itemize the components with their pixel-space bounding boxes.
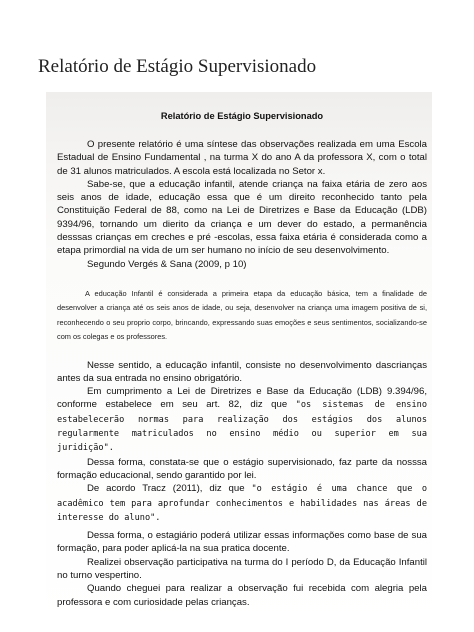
- paragraph-early-education: Sabe-se, que a educação infantil, atende criança na faixa etária de zero aos seis anos de idade, educação essa que é um direito reconhecido tanto pela Constituição Federal de 88, como na Lei de Diretrizes e Base da Educação (LDB) 9394/96, tornando um dierito da criança e um dever do estado, a permanência desssas crianças em creches e pré -escolas, essa faixa etária é considerada como a etapa primordial na vida de um ser humano no início de seu desenvolvimento.: [57, 178, 427, 257]
- tracz-quote: "o estágio é uma chance que o acadêmico tem para aprofundar conhecimentos e habilidades nas áreas de interesse do aluno".: [57, 484, 427, 523]
- paragraph-observation: Realizei observação participativa na turma do I período D, da Educação Infantil no turno vespertino.: [57, 556, 427, 582]
- ldb-quote: "os sistemas de ensino estabelecerão normas para realização dos estágios dos alunos regularmente matriculados no ensino médio ou superior em sua juridição".: [57, 400, 428, 454]
- paragraph-ldb: [57, 385, 427, 455]
- paragraph-arrival: Quando cheguei para realizar a observação fui recebida com alegria pela professora e com curiosidade pelas crianças.: [57, 583, 427, 608]
- paragraph-tracz-text: De acordo Tracz (2011), diz que: [87, 483, 252, 495]
- paragraph-ldb-text: Em cumprimento a Lei de Diretrizes e Base da Educação (LDB) 9.394/96, conforme estabelece em seu art. 82, diz que: [57, 386, 427, 411]
- paragraph-sense: Nesse sentido, a educação infantil, consiste no desenvolvimento dascrianças antes da sua entrada no ensino obrigatório.: [57, 359, 427, 384]
- page-title: Relatório de Estágio Supervisionado: [38, 56, 317, 77]
- document-title: Relatório de Estágio Supervisionado: [160, 111, 324, 121]
- paragraph-intro: O presente relatório é uma síntese das observações realizada em uma Escola Estadual de Ensino Fundamental , na turma X do ano A da professora X, com o total de 31 alunos matriculados. A escola está localizada no Setor x.: [57, 139, 427, 177]
- paragraph-trainee: Dessa forma, o estagiário poderá utilizar essas informações como base de sua formação, para poder aplicá-la na sua pratica docente.: [57, 530, 427, 555]
- paragraph-tracz: [57, 482, 427, 525]
- document-body: [57, 103, 427, 609]
- block-quote: A educação Infantil é considerada a primeira etapa da educação básica, tem a finalidade de desenvolver a criança até os seis anos de idade, ou seja, desenvolver na criança uma imagem positiva de si, reconhecendo o seu proprio corpo, brincando, expressando suas emoções e seus sentimentos, socializando-se com os colegas e os professores.: [57, 288, 427, 342]
- citation: Segundo Vergés & Sana (2009, p 10): [87, 258, 247, 270]
- paragraph-internship-law: Dessa forma, constata-se que o estágio supervisionado, faz parte da nosssa formação educacional, sendo garantido por lei.: [57, 456, 427, 481]
